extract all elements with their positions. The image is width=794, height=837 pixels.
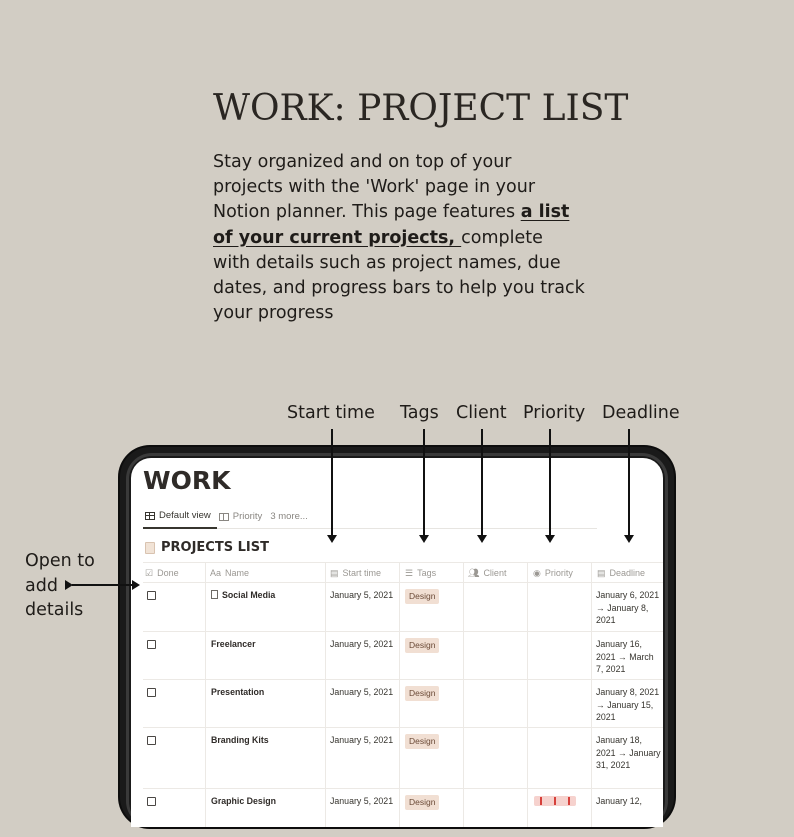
column-label: Start time	[342, 568, 382, 578]
database-title	[145, 540, 269, 555]
checkbox-icon: ☑	[145, 567, 154, 578]
tag-pill: Design	[405, 638, 439, 653]
tags-cell	[405, 589, 439, 604]
intro-paragraph	[213, 150, 585, 326]
tab-label: Default view	[159, 510, 211, 521]
text-icon: Aa	[210, 568, 222, 578]
project-name-text: Social Media	[222, 590, 276, 600]
start-time-cell: January 5, 2021	[330, 735, 394, 745]
done-checkbox[interactable]	[147, 591, 156, 600]
deadline-cell: January 12,	[596, 796, 642, 806]
page-icon	[145, 542, 155, 554]
deadline-cell: January 16, 2021 → March 7, 2021	[596, 639, 654, 675]
start-time-cell: January 5, 2021	[330, 639, 394, 649]
column-header-start[interactable]	[330, 563, 381, 583]
calendar-icon: ▤	[597, 567, 606, 578]
column-label: Deadline	[609, 568, 646, 578]
project-name[interactable]: Graphic Design	[211, 796, 277, 806]
column-header-deadline[interactable]	[597, 563, 645, 583]
tab-more-views[interactable]	[268, 505, 314, 529]
column-header-priority[interactable]	[533, 563, 573, 583]
column-header-client[interactable]	[468, 563, 506, 583]
view-tabs	[143, 505, 597, 529]
project-name[interactable]	[211, 589, 275, 602]
tablet-frame	[120, 447, 674, 827]
column-header-tags[interactable]	[405, 563, 436, 583]
database-title-text: PROJECTS LIST	[161, 540, 269, 555]
tags-cell	[405, 686, 439, 701]
callout-start-time: Start time	[287, 403, 375, 423]
arrow-open-details	[72, 584, 134, 586]
column-label: Name	[225, 568, 250, 578]
column-label: Tags	[417, 568, 437, 578]
tag-pill: Design	[405, 795, 439, 810]
column-header-name[interactable]	[210, 563, 249, 583]
intro-text-2: complete with details such as project names, due dates, and progress bars to help you track your progress	[213, 227, 585, 324]
intro-text-1: Stay organized and on top of your projects with the 'Work' page in your Notion planner. This page features	[213, 152, 536, 223]
deadline-cell: January 6, 2021 → January 8, 2021	[596, 590, 660, 626]
notion-screen	[131, 458, 663, 827]
table-row[interactable]	[131, 789, 663, 837]
column-header-done[interactable]	[145, 563, 179, 583]
done-checkbox[interactable]	[147, 640, 156, 649]
callout-deadline: Deadline	[602, 403, 680, 423]
people-icon: 👥︎	[468, 567, 480, 578]
column-label: Client	[483, 568, 507, 578]
tags-cell	[405, 734, 439, 749]
done-checkbox[interactable]	[147, 688, 156, 697]
page-heading: WORK: PROJECT LIST	[213, 88, 629, 129]
tag-pill: Design	[405, 589, 439, 604]
board-icon	[219, 513, 229, 521]
tab-priority[interactable]	[217, 505, 269, 529]
tab-label: Priority	[232, 511, 263, 522]
callout-open-details: Open to add details	[25, 551, 95, 620]
arrow-deadline	[628, 429, 630, 537]
done-checkbox[interactable]	[147, 797, 156, 806]
done-checkbox[interactable]	[147, 736, 156, 745]
project-name[interactable]: Freelancer	[211, 639, 256, 649]
tags-cell	[405, 795, 439, 810]
start-time-cell: January 5, 2021	[330, 590, 394, 600]
header-top-divider	[143, 562, 663, 563]
table-row[interactable]	[131, 583, 663, 631]
tab-label: 3 more...	[270, 511, 308, 522]
callout-priority: Priority	[523, 403, 586, 423]
notion-page-title: WORK	[143, 466, 231, 495]
tags-cell	[405, 638, 439, 653]
deadline-cell: January 18, 2021 → January 31, 2021	[596, 735, 661, 771]
arrow-client	[481, 429, 483, 537]
arrow-tags	[423, 429, 425, 537]
tag-pill: Design	[405, 686, 439, 701]
intro-link[interactable]: a list of your current projects,	[213, 202, 570, 248]
table-row[interactable]	[131, 728, 663, 776]
list-icon: ☰	[405, 567, 414, 578]
deadline-cell: January 8, 2021 → January 15, 2021	[596, 687, 660, 723]
callout-tags: Tags	[400, 403, 439, 423]
document-icon	[211, 590, 218, 599]
column-label: Done	[157, 568, 179, 578]
table-row[interactable]	[131, 632, 663, 680]
callout-client: Client	[456, 403, 507, 423]
arrow-priority	[549, 429, 551, 537]
priority-pill	[534, 796, 576, 806]
project-name[interactable]: Presentation	[211, 687, 265, 697]
tab-default-view[interactable]	[143, 505, 217, 529]
project-name[interactable]: Branding Kits	[211, 735, 269, 745]
arrow-start-time	[331, 429, 333, 537]
column-label: Priority	[544, 568, 573, 578]
select-icon: ◉	[533, 567, 541, 578]
start-time-cell: January 5, 2021	[330, 687, 394, 697]
table-icon	[145, 512, 155, 520]
table-row[interactable]	[131, 680, 663, 728]
calendar-icon: ▤	[330, 567, 339, 578]
start-time-cell: January 5, 2021	[330, 796, 394, 806]
tag-pill: Design	[405, 734, 439, 749]
